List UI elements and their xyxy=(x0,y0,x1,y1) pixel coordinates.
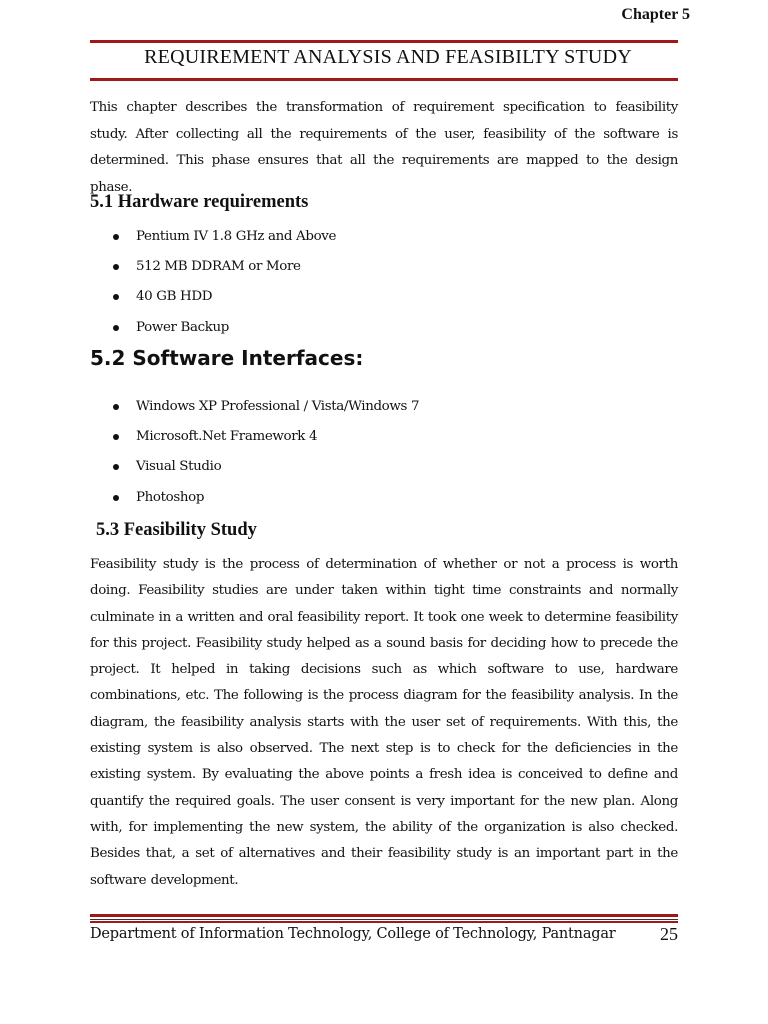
list-item: Pentium IV 1.8 GHz and Above xyxy=(113,229,336,259)
feasibility-heading: 5.3 Feasibility Study xyxy=(96,520,257,540)
list-item: Power Backup xyxy=(113,320,336,350)
bullet-icon xyxy=(113,325,119,331)
feasibility-paragraph: Feasibility study is the process of determination of whether or not a process is worth doing. Feasibility studies are under taken within tight time constraints and normally culminate in a written and oral feasibility report. It took one week to determine feasibility for this project. Feasibility study helped as a sound basis for deciding how to precede the project. It helped in taking decisions such as which software to use, hardware combinations, etc. The following is the process diagram for the feasibility analysis. In the diagram, the feasibility analysis starts with the user set of requirements. With this, the existing system is also observed. The next step is to check for the deficiencies in the existing system. By evaluating the above points a fresh idea is conceived to define and quantify the required goals. The user consent is very important for the new plan. Along with, for implementing the new system, the ability of the organization is also checked. Besides that, a set of alternatives and their feasibility study is an important part in the software development. xyxy=(90,557,678,888)
hardware-list xyxy=(113,229,336,350)
bullet-icon xyxy=(113,294,119,300)
list-item: Windows XP Professional / Vista/Windows 7 xyxy=(113,399,419,429)
list-item: 40 GB HDD xyxy=(113,289,336,319)
bullet-icon xyxy=(113,234,119,240)
page-number: 25 xyxy=(660,924,678,944)
footer-rule xyxy=(90,914,678,923)
list-item: Photoshop xyxy=(113,490,419,520)
list-item: 512 MB DDRAM or More xyxy=(113,259,336,289)
page-title: REQUIREMENT ANALYSIS AND FEASIBILTY STUDY xyxy=(144,46,632,68)
header-rule-bottom xyxy=(90,78,678,83)
list-item: Visual Studio xyxy=(113,459,419,489)
header-rule-top xyxy=(90,40,678,45)
intro-paragraph: This chapter describes the transformation of requirement specification to feasibility study. After collecting all the requirements of the user, feasibility of the software is determined. This phase ensures that all the requirements are mapped to the design phase. xyxy=(90,100,678,195)
bullet-icon xyxy=(113,495,119,501)
bullet-icon xyxy=(113,264,119,270)
chapter-label: Chapter 5 xyxy=(621,6,690,23)
bullet-icon xyxy=(113,434,119,440)
hardware-heading: 5.1 Hardware requirements xyxy=(90,192,309,212)
bullet-icon xyxy=(113,464,119,470)
software-list xyxy=(113,399,419,520)
bullet-icon xyxy=(113,404,119,410)
footer-department: Department of Information Technology, College of Technology, Pantnagar xyxy=(90,926,616,942)
list-item: Microsoft.Net Framework 4 xyxy=(113,429,419,459)
software-heading: 5.2 Software Interfaces: xyxy=(90,346,364,370)
